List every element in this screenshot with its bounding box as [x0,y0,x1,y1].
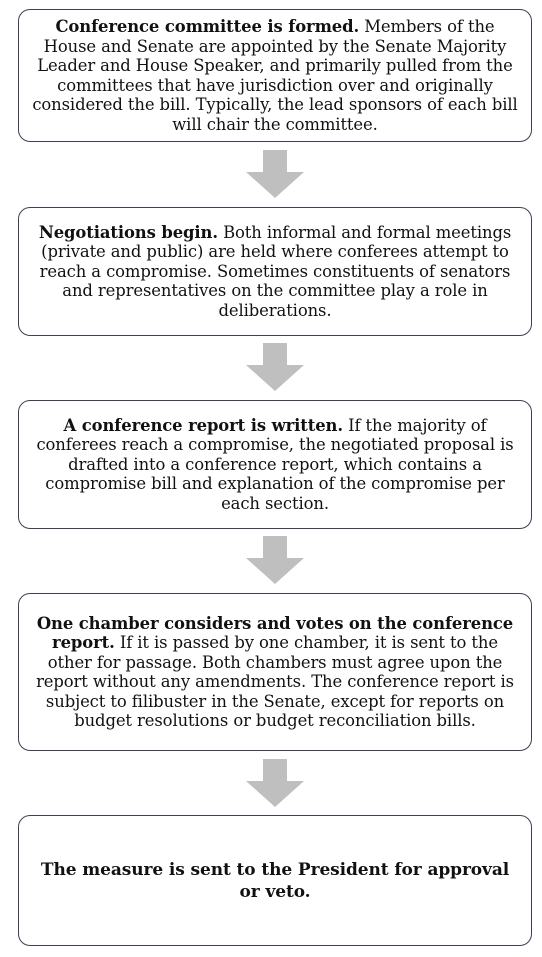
step-heading: Conference committee is formed. [55,17,360,36]
down-arrow-icon [246,536,304,584]
step-paragraph [31,416,519,514]
down-arrow-icon [246,343,304,391]
step-box-committee-formed [18,9,532,142]
step-text: If it is passed by one chamber, it is sent to the other for passage. Both chambers must agree upon the report without any amendments. The conference report is subject to filibuster in the Senate, except for reports on budget resolutions or budget reconciliation bills. [36,633,514,730]
step-paragraph [31,223,519,321]
step-text: Members of the House and Senate are appointed by the Senate Majority Leader and House Speaker, and primarily pulled from the committees that have jurisdiction over and originally considered the bill. Typically, the lead sponsors of each bill will chair the committee. [32,17,518,134]
step-box-negotiations [18,207,532,336]
step-text: Both informal and formal meetings (private and public) are held where conferees attempt to reach a compromise. Sometimes constituents of senators and representatives on the committee play a role in deliberations. [39,222,512,320]
step-heading: A conference report is written. [63,415,343,435]
step-heading: Negotiations begin. [38,222,218,242]
step-box-conference-report [18,400,532,529]
down-arrow-icon [246,759,304,807]
down-arrow-icon [246,150,304,198]
step-heading: The measure is sent to the President for approval or veto. [40,859,510,902]
step-box-sent-to-president [18,815,532,946]
step-paragraph [31,17,519,134]
step-text: If the majority of conferees reach a compromise, the negotiated proposal is drafted into a conference report, which contains a compromise bill and explanation of the compromise per each section. [36,415,514,513]
step-paragraph [31,614,519,731]
step-box-chamber-vote [18,593,532,751]
step-heading: One chamber considers and votes on the conference report. [36,613,514,652]
